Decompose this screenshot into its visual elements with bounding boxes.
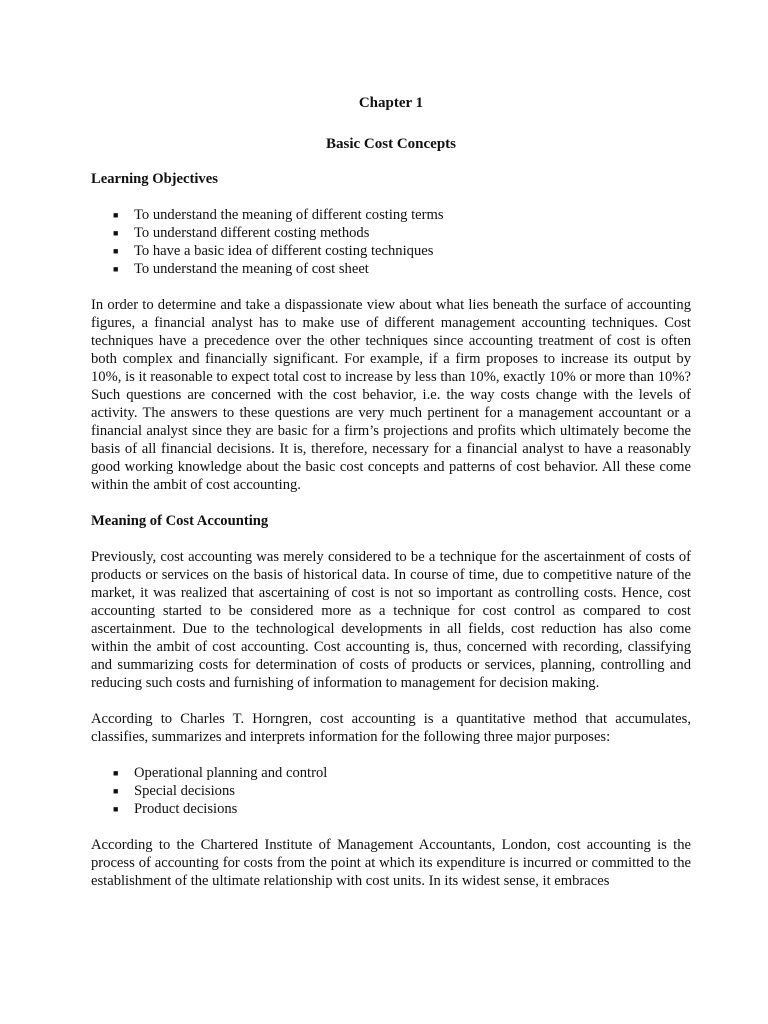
chapter-title: Basic Cost Concepts xyxy=(326,136,456,152)
list-item: ■ To have a basic idea of different costing techniques xyxy=(113,243,434,259)
bullet-icon: ■ xyxy=(113,768,119,778)
intro-paragraph: In order to determine and take a dispassionate view about what lies beneath the surface of accounting figures, a financial analyst has to make use of different management accounting techniques. Cost techniques have a precedence over the other techniques since accounting treatment of cost is often both complex and financially significant. For example, if a firm proposes to increase its output by 10%, is it reasonable to expect total cost to increase by less than 10%, exactly 10% or more than 10%? Such questions are concerned with the cost behavior, i.e. the way costs change with the levels of activity. The answers to these questions are very much pertinent for a management accountant or a financial analyst since they are basic for a firm’s projections and profits which ultimately become the basis of all financial decisions. It is, therefore, necessary for a financial analyst to have a reasonably good working knowledge about the basic cost concepts and patterns of cost behavior. All these come within the ambit of cost accounting. xyxy=(91,297,691,493)
meaning-paragraph-1: Previously, cost accounting was merely considered to be a technique for the ascertainment of costs of products or services on the basis of historical data. In course of time, due to competitive nature of the market, it was realized that ascertaining of cost is not so important as controlling costs. Hence, cost accounting started to be considered more as a technique for cost control as compared to cost ascertainment. Due to the technological developments in all fields, cost reduction has also come within the ambit of cost accounting. Cost accounting is, thus, concerned with recording, classifying and summarizing costs for determination of costs of products or services, planning, controlling and reducing such costs and furnishing of information to management for decision making. xyxy=(91,549,691,691)
meaning-of-cost-accounting-heading: Meaning of Cost Accounting xyxy=(91,513,269,529)
bullet-icon: ■ xyxy=(113,786,119,796)
bullet-icon: ■ xyxy=(113,804,119,814)
list-item: ■ To understand the meaning of cost sheet xyxy=(113,261,369,277)
list-item: ■ Product decisions xyxy=(113,801,238,817)
chapter-label: Chapter 1 xyxy=(358,95,424,111)
purposes-list xyxy=(91,764,691,818)
list-item: ■ To understand the meaning of different costing terms xyxy=(113,207,444,223)
bullet-icon: ■ xyxy=(113,246,119,256)
cima-paragraph: According to the Chartered Institute of Management Accountants, London, cost accounting is the process of accounting for costs from the point at which its expenditure is incurred or committed to the establishment of the ultimate relationship with cost units. In its widest sense, it embraces xyxy=(91,837,691,889)
list-item: ■ Special decisions xyxy=(113,783,235,799)
learning-objectives-list xyxy=(91,206,691,278)
list-item: ■ Operational planning and control xyxy=(113,765,328,781)
horngren-paragraph: According to Charles T. Horngren, cost accounting is a quantitative method that accumulates, classifies, summarizes and interprets information for the following three major purposes: xyxy=(91,711,691,745)
bullet-icon: ■ xyxy=(113,264,119,274)
bullet-icon: ■ xyxy=(113,210,119,220)
document-page xyxy=(91,92,691,890)
list-item: ■ To understand different costing methods xyxy=(113,225,370,241)
learning-objectives-heading: Learning Objectives xyxy=(91,171,218,187)
bullet-icon: ■ xyxy=(113,228,119,238)
